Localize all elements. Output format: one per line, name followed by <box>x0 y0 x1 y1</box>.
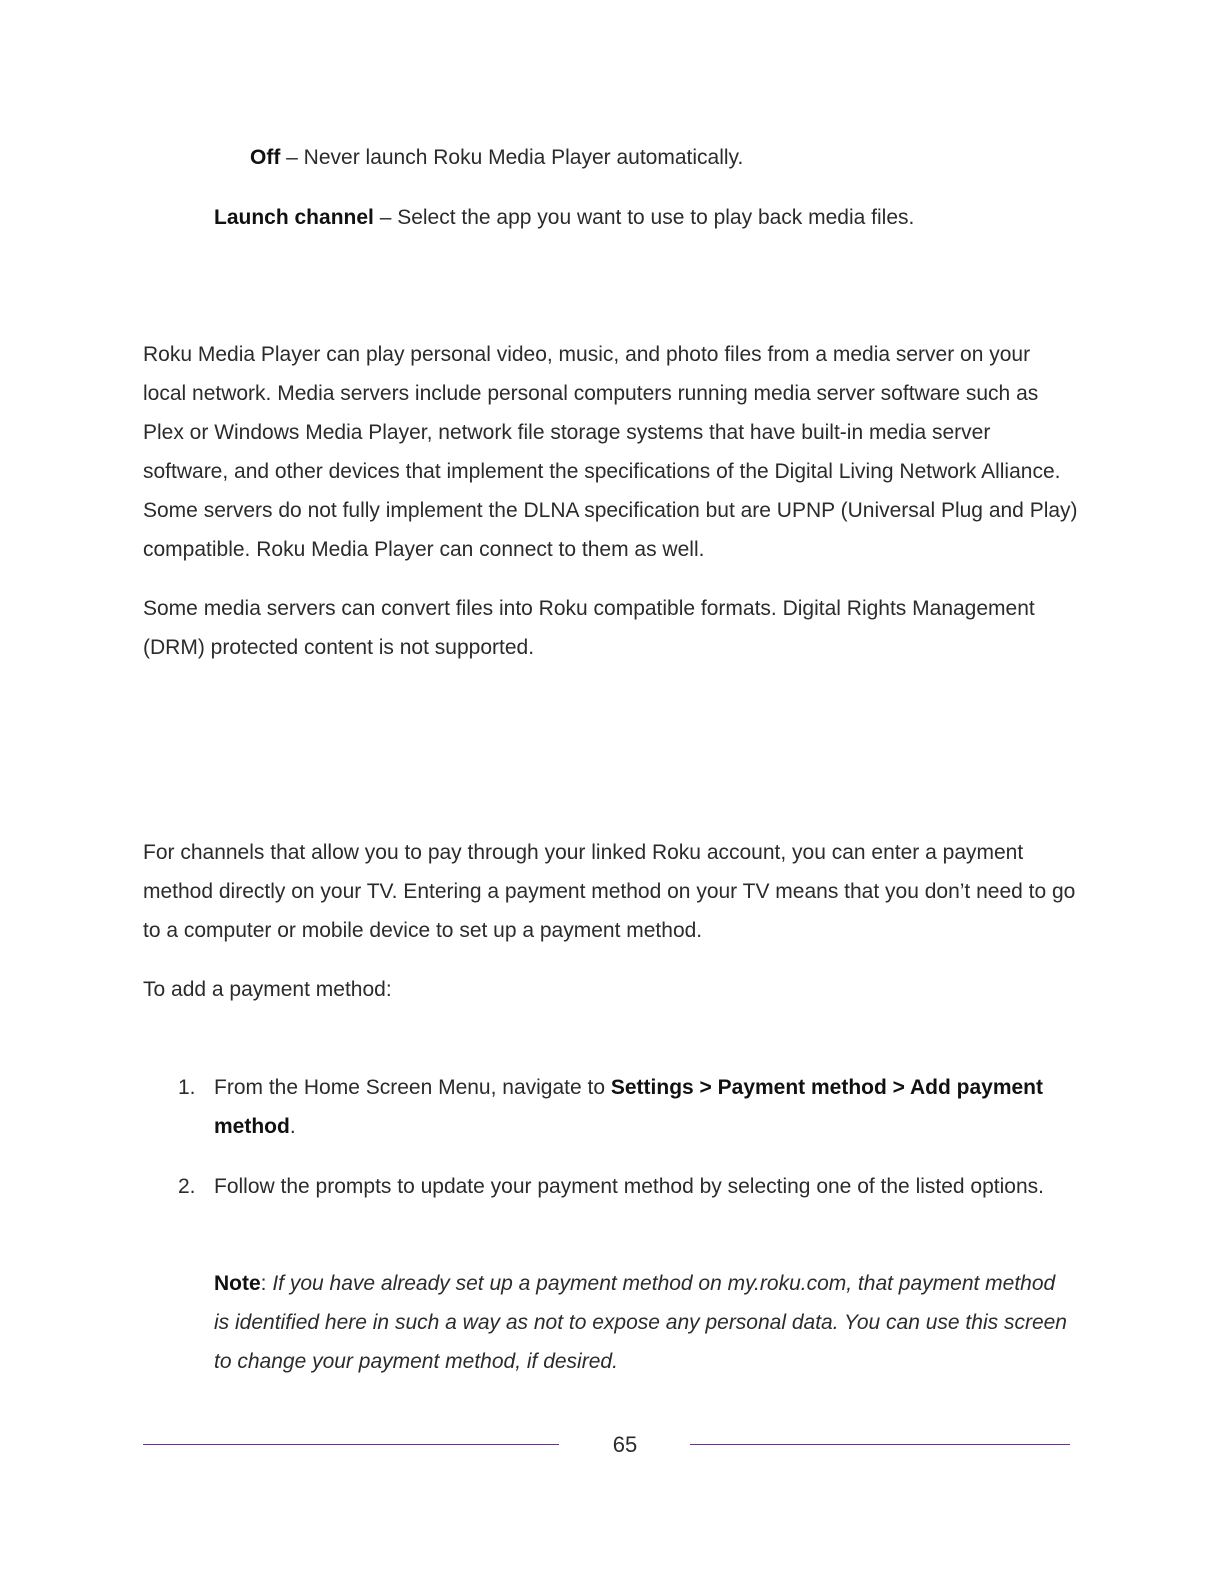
option-launch-channel <box>214 198 1174 237</box>
option-off-description: – Never launch Roku Media Player automatically. <box>280 146 744 169</box>
footer-rule-left <box>143 1444 559 1445</box>
footer-rule-right <box>690 1444 1070 1445</box>
step-number: 1. <box>178 1076 196 1099</box>
payment-lead-text: To add a payment method: <box>143 978 392 1001</box>
drm-paragraph: Some media servers can convert files into Roku compatible formats. Digital Rights Management (DRM) protected content is not supported. <box>143 597 1035 659</box>
list-item <box>143 1167 1078 1206</box>
media-servers-section <box>143 335 1078 667</box>
list-item <box>143 1068 1078 1146</box>
step-text: Follow the prompts to update your payment method by selecting one of the listed options. <box>214 1175 1044 1198</box>
note <box>214 1264 1074 1381</box>
note-text: If you have already set up a payment method on my.roku.com, that payment method is identified here in such a way as not to expose any personal data. You can use this screen to change your payment method, if desired. <box>214 1272 1067 1373</box>
option-off-term: Off <box>250 146 281 169</box>
page-number: 65 <box>612 1432 638 1457</box>
option-off <box>250 138 1150 177</box>
step-number: 2. <box>178 1175 196 1198</box>
payment-section <box>143 833 1078 1009</box>
payment-intro-paragraph: For channels that allow you to pay through your linked Roku account, you can enter a payment method directly on your TV. Entering a payment method on your TV means that you don’t need to go to a computer or mobile device to set up a payment method. <box>143 841 1076 942</box>
step-text-end: . <box>289 1115 296 1138</box>
media-servers-paragraph: Roku Media Player can play personal video, music, and photo files from a media server on your local network. Media servers include personal computers running media server software such as Plex or Windows Media Player, network file storage systems that have built-in media server software, and other devices that implement the specifications of the Digital Living Network Alliance. Some servers do not fully implement the DLNA specification but are UPNP (Universal Plug and Play) compatible. Roku Media Player can connect to them as well. <box>143 343 1078 561</box>
note-label: Note <box>214 1272 261 1295</box>
step-text-plain: From the Home Screen Menu, navigate to <box>214 1076 611 1099</box>
step-text <box>214 1068 1078 1146</box>
settings-path: Settings > Payment method > Add payment method <box>214 1076 1043 1138</box>
option-launch-channel-term: Launch channel <box>214 206 374 229</box>
option-launch-channel-description: – Select the app you want to use to play back media files. <box>373 206 915 229</box>
note-separator: : <box>260 1272 273 1295</box>
